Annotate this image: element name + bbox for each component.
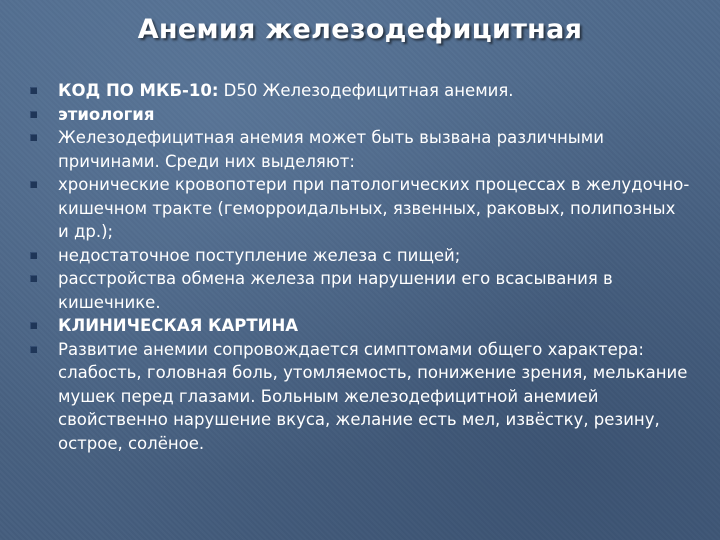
square-bullet-icon: [30, 275, 37, 282]
list-item: [30, 314, 690, 338]
square-bullet-icon: [30, 322, 37, 329]
list-item: [30, 173, 690, 244]
bullet-text: расстройства обмена железа при нарушении его всасывания в кишечнике.: [58, 269, 613, 312]
list-item: [30, 338, 690, 456]
square-bullet-icon: [30, 252, 37, 259]
square-bullet-icon: [30, 87, 37, 94]
list-item: [30, 103, 690, 127]
list-item: [30, 79, 690, 103]
bullet-text: хронические кровопотери при патологических процессах в желудочно-кишечном тракте (геморроидальных, язвенных, раковых, полипозных и др.);: [58, 175, 690, 241]
square-bullet-icon: [30, 111, 37, 118]
list-item: [30, 267, 690, 314]
bullet-bold-text: этиология: [58, 104, 155, 124]
bullet-text: Железодефицитная анемия может быть вызвана различными причинами. Среди них выделяют:: [58, 128, 604, 171]
bullet-bold-text: КОД ПО МКБ-10:: [58, 81, 219, 100]
list-item: [30, 244, 690, 268]
square-bullet-icon: [30, 346, 37, 353]
square-bullet-icon: [30, 134, 37, 141]
list-item: [30, 126, 690, 173]
bullet-bold-text: КЛИНИЧЕСКАЯ КАРТИНА: [58, 316, 299, 335]
slide-title: Анемия железодефицитная: [137, 14, 583, 45]
bullet-text: D50 Железодефицитная анемия.: [218, 81, 514, 100]
bullet-text: Развитие анемии сопровождается симптомами общего характера: слабость, головная боль, утомляемость, понижение зрения, мелькание мушек перед глазами. Больным железодефицитной анемией свойственно нарушение вкуса, желание есть мел, извёстку, резину, острое, солёное.: [58, 339, 688, 453]
square-bullet-icon: [30, 181, 37, 188]
bullet-list: [30, 79, 690, 455]
bullet-text: недостаточное поступление железа с пищей;: [58, 245, 461, 265]
